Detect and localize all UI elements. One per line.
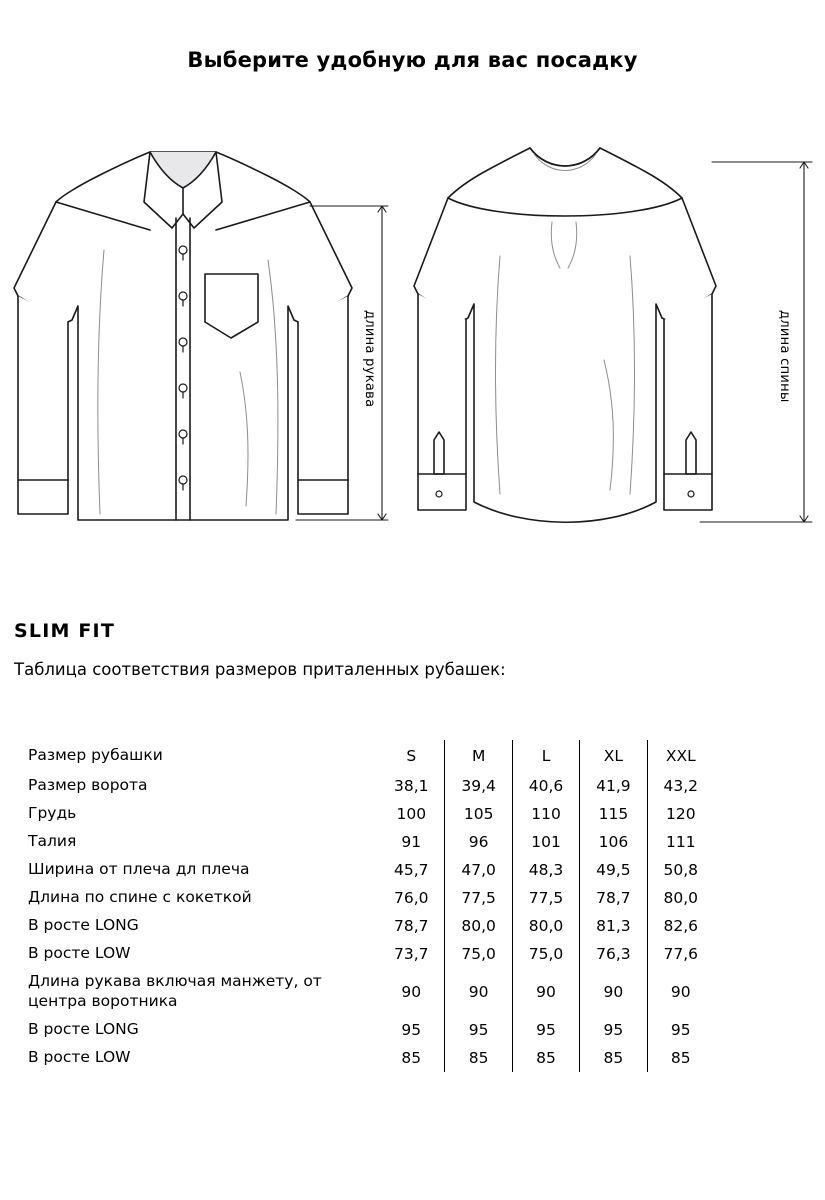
row-value: 47,0 bbox=[445, 856, 512, 884]
row-label: Размер ворота bbox=[28, 776, 148, 795]
size-header-xl: XL bbox=[580, 740, 647, 772]
row-value: 120 bbox=[647, 800, 714, 828]
fit-name: SLIM FIT bbox=[14, 620, 115, 642]
row-value: 90 bbox=[580, 968, 647, 1016]
table-row bbox=[14, 1016, 714, 1044]
row-value: 96 bbox=[445, 828, 512, 856]
row-label: Ширина от плеча дл плеча bbox=[28, 860, 250, 879]
row-value: 77,5 bbox=[512, 884, 579, 912]
row-value: 110 bbox=[512, 800, 579, 828]
row-value: 85 bbox=[401, 1049, 422, 1067]
row-value: 106 bbox=[580, 828, 647, 856]
row-value: 85 bbox=[512, 1044, 579, 1072]
row-value: 101 bbox=[512, 828, 579, 856]
shirt-back-illustration bbox=[414, 148, 716, 522]
table-row bbox=[14, 856, 714, 884]
table-row bbox=[14, 884, 714, 912]
row-value: 76,3 bbox=[580, 940, 647, 968]
table-row bbox=[14, 800, 714, 828]
row-value: 45,7 bbox=[394, 861, 429, 879]
row-value: 85 bbox=[445, 1044, 512, 1072]
row-value: 95 bbox=[580, 1016, 647, 1044]
row-value: 90 bbox=[401, 983, 422, 1001]
table-row bbox=[14, 940, 714, 968]
row-label: Длина рукава включая манжету, от центра воротника bbox=[28, 972, 322, 1010]
table-row bbox=[14, 828, 714, 856]
row-value: 100 bbox=[396, 805, 427, 823]
row-value: 80,0 bbox=[512, 912, 579, 940]
row-value: 95 bbox=[512, 1016, 579, 1044]
fit-subtitle: Таблица соответствия размеров приталенных рубашек: bbox=[14, 660, 506, 679]
table-row bbox=[14, 968, 714, 1016]
row-value: 76,0 bbox=[394, 889, 429, 907]
row-label: Длина по спине с кокеткой bbox=[28, 888, 252, 907]
row-value: 48,3 bbox=[512, 856, 579, 884]
row-label: В росте LONG bbox=[28, 1020, 139, 1039]
table-row bbox=[14, 772, 714, 800]
size-header-l: L bbox=[512, 740, 579, 772]
row-value: 82,6 bbox=[647, 912, 714, 940]
row-value: 49,5 bbox=[580, 856, 647, 884]
row-value: 105 bbox=[445, 800, 512, 828]
shirt-diagram-svg bbox=[0, 110, 825, 550]
row-value: 77,5 bbox=[445, 884, 512, 912]
row-label: Талия bbox=[28, 832, 77, 851]
row-value: 39,4 bbox=[445, 772, 512, 800]
table-row bbox=[14, 1044, 714, 1072]
row-value: 90 bbox=[647, 968, 714, 1016]
row-value: 75,0 bbox=[445, 940, 512, 968]
row-value: 75,0 bbox=[512, 940, 579, 968]
row-value: 85 bbox=[580, 1044, 647, 1072]
row-value: 95 bbox=[445, 1016, 512, 1044]
row-label: Грудь bbox=[28, 804, 77, 823]
row-value: 90 bbox=[445, 968, 512, 1016]
table-row bbox=[14, 912, 714, 940]
table-header-label: Размер рубашки bbox=[28, 746, 163, 765]
row-value: 38,1 bbox=[394, 777, 429, 795]
row-value: 115 bbox=[580, 800, 647, 828]
shirt-front-illustration bbox=[14, 152, 352, 520]
size-table bbox=[14, 740, 714, 1072]
row-value: 95 bbox=[647, 1016, 714, 1044]
row-value: 40,6 bbox=[512, 772, 579, 800]
shirt-diagram bbox=[0, 110, 825, 550]
row-value: 90 bbox=[512, 968, 579, 1016]
row-value: 91 bbox=[401, 833, 422, 851]
size-header-xxl: XXL bbox=[647, 740, 714, 772]
row-value: 73,7 bbox=[394, 945, 429, 963]
back-length-label: длина спины bbox=[777, 310, 792, 403]
row-value: 77,6 bbox=[647, 940, 714, 968]
row-value: 43,2 bbox=[647, 772, 714, 800]
table-header-row bbox=[14, 740, 714, 772]
row-value: 41,9 bbox=[580, 772, 647, 800]
row-value: 78,7 bbox=[580, 884, 647, 912]
row-value: 80,0 bbox=[647, 884, 714, 912]
row-value: 80,0 bbox=[445, 912, 512, 940]
back-length-dimension bbox=[700, 162, 812, 522]
row-label: В росте LONG bbox=[28, 916, 139, 935]
row-label: В росте LOW bbox=[28, 1048, 131, 1067]
row-value: 111 bbox=[647, 828, 714, 856]
size-header-s: S bbox=[406, 747, 417, 765]
row-label: В росте LOW bbox=[28, 944, 131, 963]
size-header-m: M bbox=[445, 740, 512, 772]
row-value: 81,3 bbox=[580, 912, 647, 940]
size-table-body bbox=[14, 740, 714, 1072]
row-value: 95 bbox=[401, 1021, 422, 1039]
page-title: Выберите удобную для вас посадку bbox=[187, 48, 638, 72]
row-value: 78,7 bbox=[394, 917, 429, 935]
sleeve-length-label: длина рукава bbox=[362, 310, 377, 408]
row-value: 85 bbox=[647, 1044, 714, 1072]
row-value: 50,8 bbox=[647, 856, 714, 884]
